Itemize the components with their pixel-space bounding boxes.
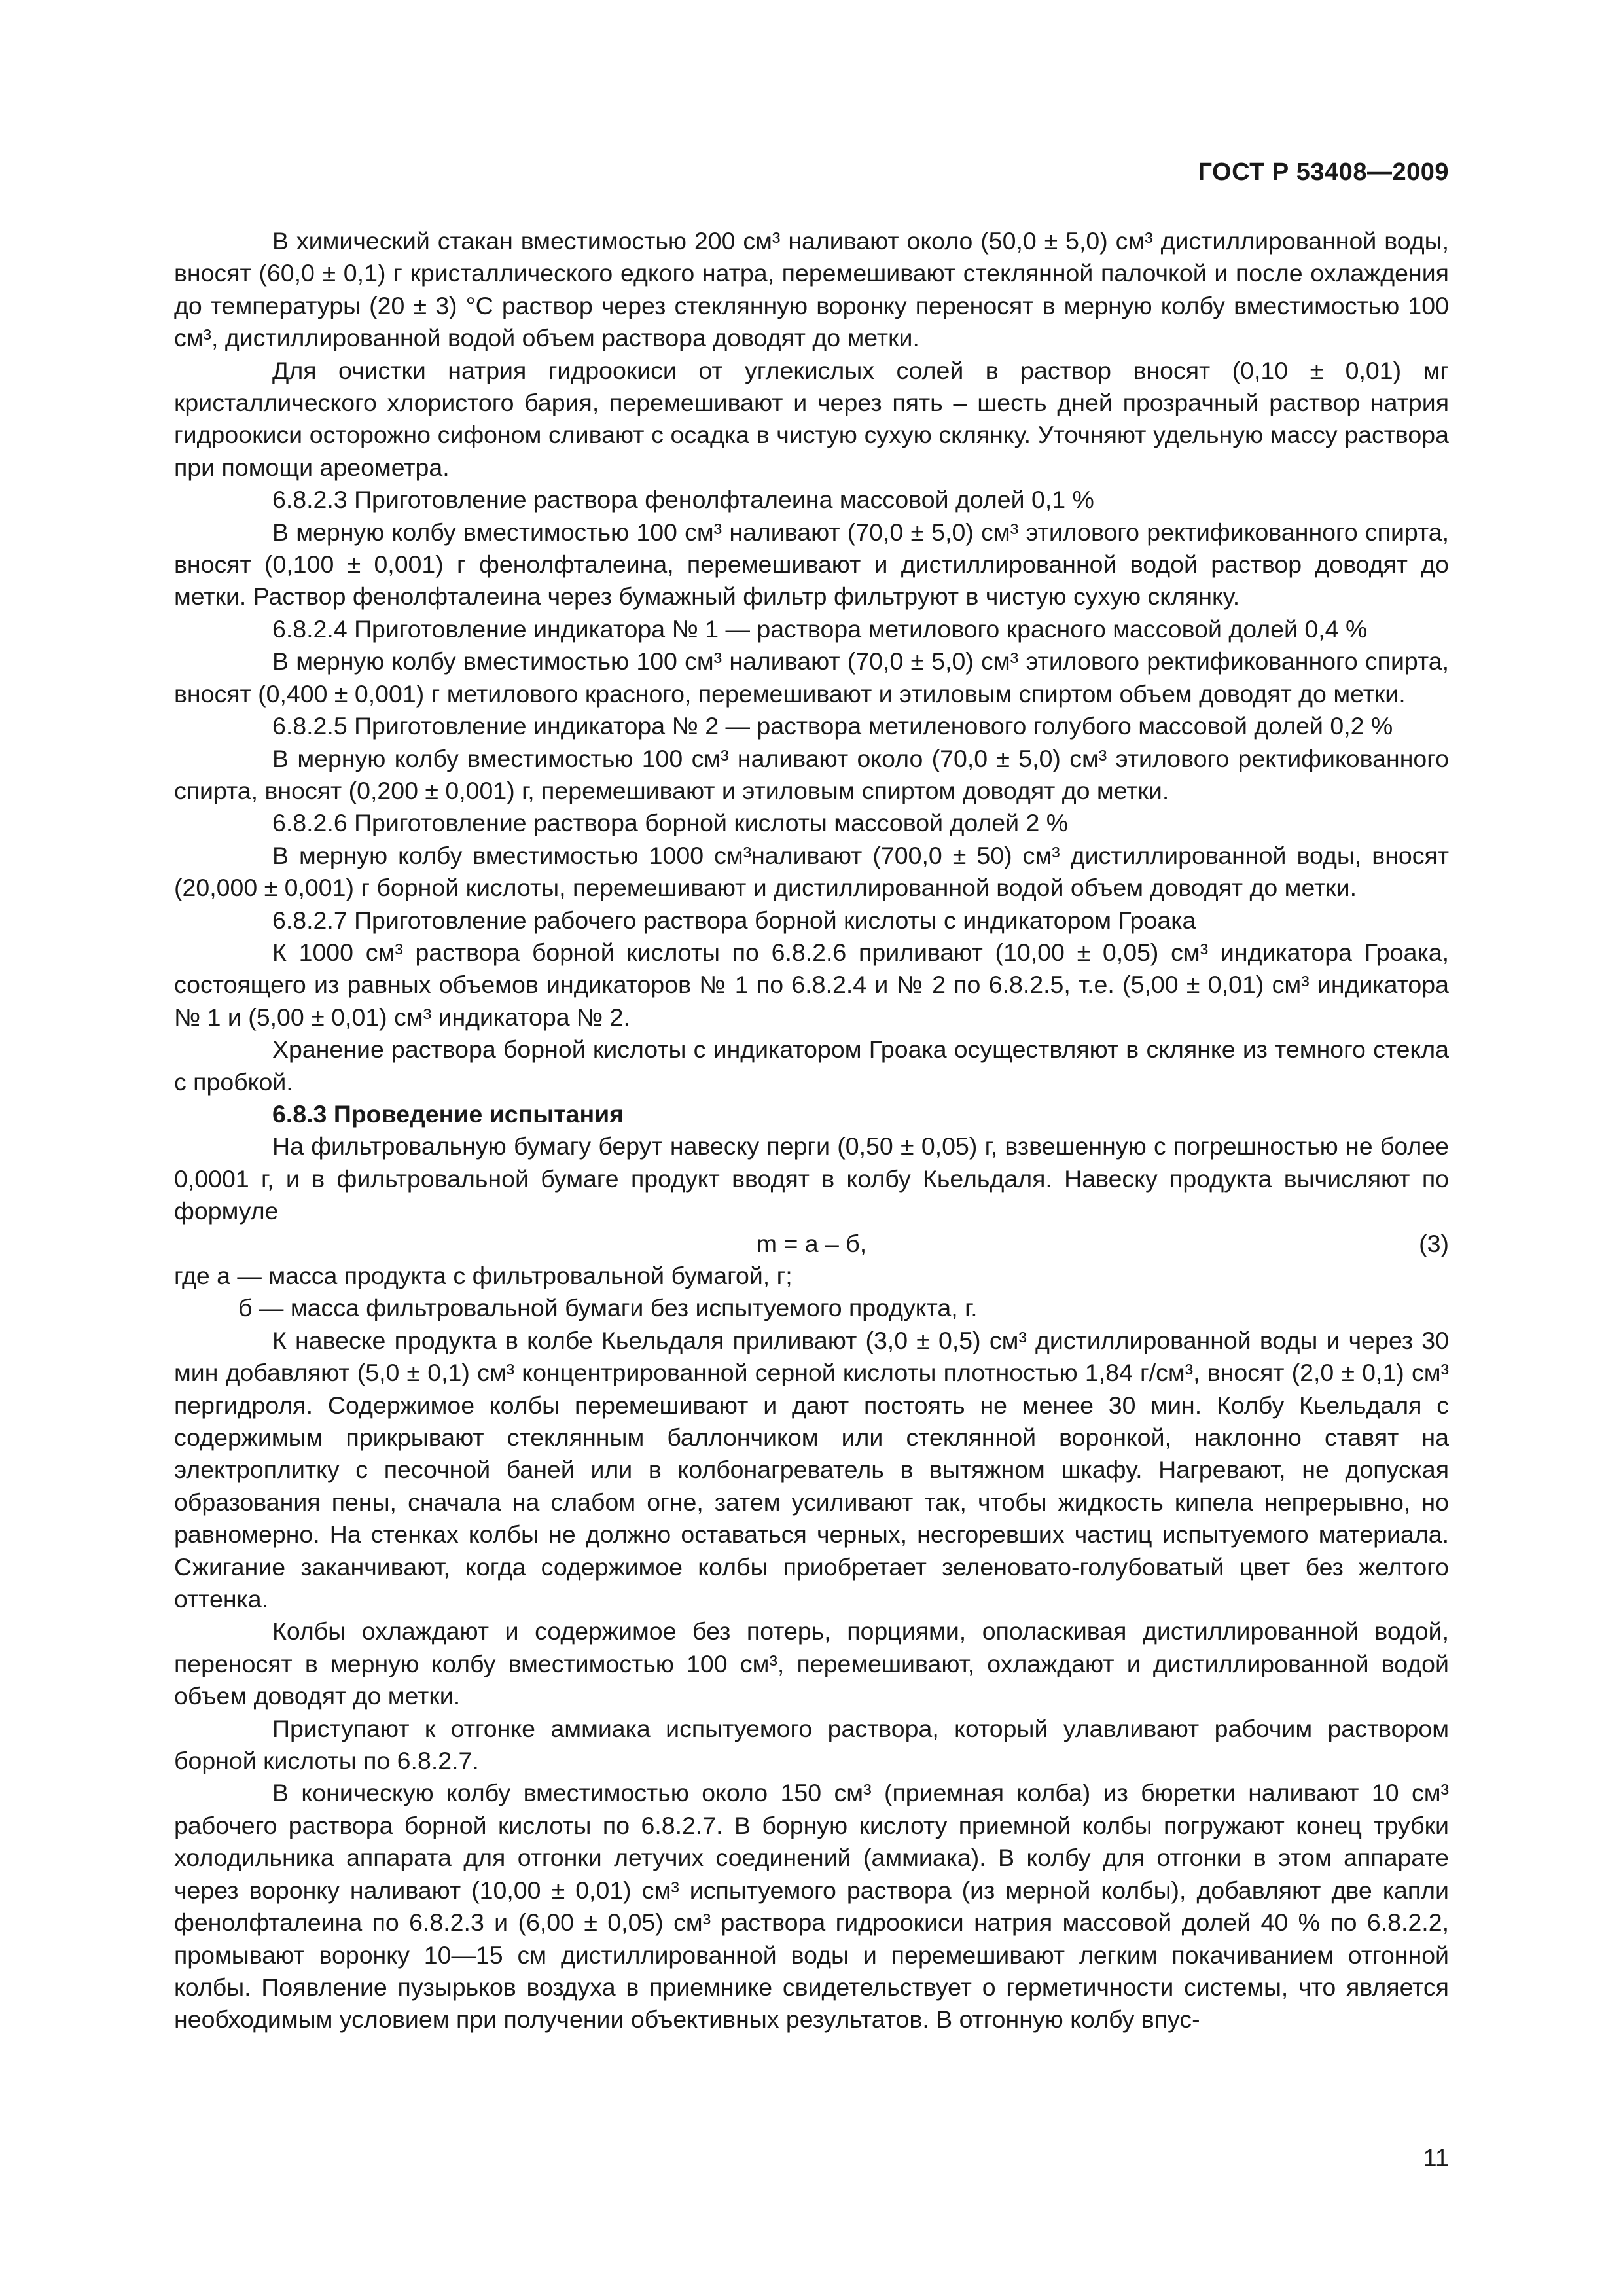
paragraph: В мерную колбу вместимостью 1000 см³наливают (700,0 ± 50) см³ дистиллированной воды, вносят (20,000 ± 0,001) г борной кислоты, перемешивают и дистиллированной водой объем доводят до метки.	[174, 841, 1449, 902]
paragraph: К 1000 см³ раствора борной кислоты по 6.8.2.6 приливают (10,00 ± 0,05) см³ индикатора Гроака, состоящего из равных объемов индикаторов № 1 по 6.8.2.4 и № 2 по 6.8.2.5, т.е. (5,00 ± 0,01) см³ индикатора № 1 и (5,00 ± 0,01) см³ индикатора № 2.	[174, 938, 1449, 1031]
page-number: 11	[1423, 2145, 1449, 2172]
paragraph: В химический стакан вместимостью 200 см³ наливают около (50,0 ± 5,0) см³ дистиллированной воды, вносят (60,0 ± 0,1) г кристаллического едкого натра, перемешивают стеклянной палочкой и после охлаждения до температуры (20 ± 3) °С раствор через стеклянную воронку переносят в мерную колбу вместимостью 100 см³, дистиллированной водой объем раствора доводят до метки.	[174, 227, 1449, 352]
formula-expression: m = a – б,	[756, 1229, 867, 1257]
paragraph: На фильтровальную бумагу берут навеску перги (0,50 ± 0,05) г, взвешенную с погрешностью не более 0,0001 г, и в фильтровальной бумаге продукт вводят в колбу Кьельдаля. Навеску продукта вычисляют по формуле	[174, 1132, 1449, 1225]
formula-legend-b: б — масса фильтровальной бумаги без испытуемого продукта, г.	[238, 1294, 978, 1322]
section-heading-683: 6.8.3 Проведение испытания	[272, 1100, 624, 1128]
paragraph: В мерную колбу вместимостью 100 см³ наливают (70,0 ± 5,0) см³ этилового ректификованного спирта, вносят (0,100 ± 0,001) г фенолфталеина, перемешивают и дистиллированной водой раствор доводят до метки. Раствор фенолфталеина через бумажный фильтр фильтруют в чистую сухую склянку.	[174, 518, 1449, 611]
paragraph: В коническую колбу вместимостью около 150 см³ (приемная колба) из бюретки наливают 10 см³ рабочего раствора борной кислоты по 6.8.2.7. В борную кислоту приемной колбы погружают конец трубки холодильника аппарата для отгонки летучих соединений (аммиака). В колбу для отгонки в этом аппарате через воронку наливают (10,00 ± 0,01) см³ испытуемого раствора (из мерной колбы), добавляют две капли фенолфталеина по 6.8.2.3 и (6,00 ± 0,05) см³ раствора гидроокиси натрия массовой долей 40 % по 6.8.2.2, промывают воронку 10—15 см дистиллированной воды и перемешивают легким покачиванием отгонной колбы. Появление пузырьков воздуха в приемнике свидетельствует о герметичности системы, что является необходимым условием при получении объективных результатов. В отгонную колбу впус-	[174, 1779, 1449, 2034]
section-heading-6823: 6.8.2.3 Приготовление раствора фенолфталеина массовой долей 0,1 %	[272, 486, 1094, 514]
section-heading-6824: 6.8.2.4 Приготовление индикатора № 1 — раствора метилового красного массовой долей 0,4 %	[272, 615, 1368, 643]
section-heading-6827: 6.8.2.7 Приготовление рабочего раствора борной кислоты с индикатором Гроака	[272, 906, 1196, 934]
formula-legend-a: где a — масса продукта с фильтровальной бумагой, г;	[174, 1261, 793, 1289]
paragraph: Приступают к отгонке аммиака испытуемого раствора, который улавливают рабочим раствором борной кислоты по 6.8.2.7.	[174, 1714, 1449, 1775]
paragraph: В мерную колбу вместимостью 100 см³ наливают около (70,0 ± 5,0) см³ этилового ректификованного спирта, вносят (0,200 ± 0,001) г, перемешивают и этиловым спиртом доводят до метки.	[174, 744, 1449, 804]
formula-3	[174, 1228, 1449, 1260]
document-body	[174, 225, 1449, 2036]
section-heading-6825: 6.8.2.5 Приготовление индикатора № 2 — раствора метиленового голубого массовой долей 0,2 %	[272, 712, 1393, 740]
paragraph: В мерную колбу вместимостью 100 см³ наливают (70,0 ± 5,0) см³ этилового ректификованного спирта, вносят (0,400 ± 0,001) г метилового красного, перемешивают и этиловым спиртом объем доводят до метки.	[174, 647, 1449, 708]
section-heading-6826: 6.8.2.6 Приготовление раствора борной кислоты массовой долей 2 %	[272, 809, 1069, 837]
paragraph: Хранение раствора борной кислоты с индикатором Гроака осуществляют в склянке из темного стекла с пробкой.	[174, 1035, 1449, 1096]
formula-number: (3)	[1419, 1229, 1449, 1257]
document-header: ГОСТ Р 53408—2009	[1198, 158, 1449, 186]
paragraph: К навеске продукта в колбе Кьельдаля приливают (3,0 ± 0,5) см³ дистиллированной воды и через 30 мин добавляют (5,0 ± 0,1) см³ концентрированной серной кислоты плотностью 1,84 г/см³, вносят (2,0 ± 0,1) см³ пергидроля. Содержимое колбы перемешивают и дают постоять не менее 30 мин. Колбу Кьельдаля с содержимым прикрывают стеклянным баллончиком или стеклянной воронкой, наклонно ставят на электроплитку с песочной баней или в колбонагреватель в вытяжном шкафу. Нагревают, не допуская образования пены, сначала на слабом огне, затем усиливают так, чтобы жидкость кипела непрерывно, но равномерно. На стенках колбы не должно оставаться черных, несгоревших частиц испытуемого материала. Сжигание заканчивают, когда содержимое колбы приобретает зеленовато-голубоватый цвет без желтого оттенка.	[174, 1326, 1449, 1613]
paragraph: Колбы охлаждают и содержимое без потерь, порциями, ополаскивая дистиллированной водой, переносят в мерную колбу вместимостью 100 см³, перемешивают, охлаждают и дистиллированной водой объем доводят до метки.	[174, 1617, 1449, 1710]
paragraph: Для очистки натрия гидроокиси от углекислых солей в раствор вносят (0,10 ± 0,01) мг кристаллического хлористого бария, перемешивают и через пять – шесть дней прозрачный раствор натрия гидроокиси осторожно сифоном сливают с осадка в чистую сухую склянку. Уточняют удельную массу раствора при помощи ареометра.	[174, 356, 1449, 481]
